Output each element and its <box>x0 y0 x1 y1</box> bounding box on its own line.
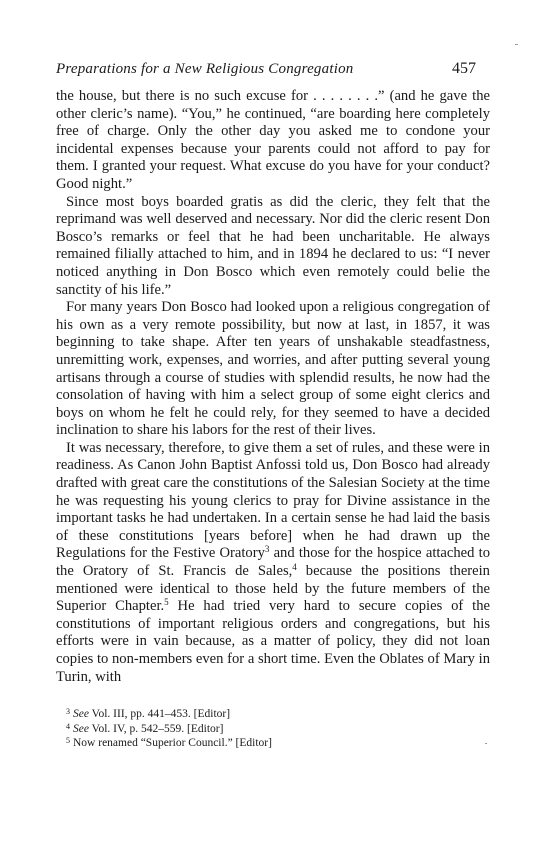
footnote-ref-4: 4 <box>292 562 297 573</box>
footnote-ref-3: 3 <box>264 544 270 555</box>
footnote-see: See <box>73 708 89 721</box>
paragraph-1: the house, but there is no such excuse for . . . . . . . .” (and he gave the other cleric’s name). “You,” he continued, “are boarding here completely free of charge. Only the other day you asked me to condone your incidental expenses because your parents could not afford to pay for them. I granted your request. What excuse do you have for your conduct? Good night.” <box>56 88 490 192</box>
footnote-mark: 5 <box>66 736 70 746</box>
footnote-4 <box>66 721 490 736</box>
footnote-3 <box>66 706 490 721</box>
page-number: 457 <box>452 60 476 77</box>
book-page <box>56 60 490 750</box>
paragraph-4-part-3: because the positions therein mentioned were identical to those held by the future members of the Superior Chapter. <box>56 563 490 615</box>
running-head <box>56 60 490 86</box>
footnote-mark: 4 <box>66 721 70 731</box>
footnote-text: Vol. IV, p. 542–559. [Editor] <box>88 722 224 735</box>
footnote-mark: 3 <box>66 707 70 717</box>
paragraph-4 <box>56 440 490 686</box>
paragraph-3: For many years Don Bosco had looked upon a religious congregation of his own as a very remote possibility, but now at last, in 1857, it was beginning to take shape. After ten years of unshakable steadfastness, unremitting work, expenses, and worries, and after putting several young artisans through a course of studies with splendid results, he now had the consolation of having with him a select group of some eight clerics and boys on whom he felt he could rely, for they seemed to have a decided inclination to share his labors for the rest of their lives. <box>56 299 490 439</box>
footnote-ref-5: 5 <box>164 597 169 608</box>
scan-corner-mark <box>515 44 518 45</box>
paragraph-4-part-1: It was necessary, therefore, to give them a set of rules, and these were in readiness. As Canon John Baptist Anfossi told us, Don Bosco had already drafted with great care the constitutions of the Salesian Society at the time he was requesting his young clerics to pray for Divine assistance in the important tasks he had undertaken. In a certain sense he had laid the basis of these constitutions [years before] when he had drawn up the Regulations for the Festive Oratory <box>56 439 490 562</box>
paragraph-2: Since most boys boarded gratis as did the cleric, they felt that the reprimand was well deserved and necessary. Nor did the cleric resent Don Bosco’s remarks or feel that he had been uncharitable. He always remained filially attached to him, and in 1894 he declared to us: “I never noticed anything in Don Bosco which even remotely could belie the sanctity of his life.” <box>56 193 490 298</box>
body-text <box>56 88 490 686</box>
paragraph-4-part-2: and those for the hospice attached to the Oratory of St. Francis de Sales, <box>56 545 491 580</box>
footnote-text: Vol. III, pp. 441–453. [Editor] <box>88 708 231 721</box>
footnote-text: Now renamed “Superior Council.” [Editor] <box>73 737 272 750</box>
paragraph-4-part-4: He had tried very hard to secure copies of the constitutions of important religious orders and congregations, but his efforts were in vain because, as a matter of policy, they did not loan copies to non-members even for a short time. Even the Oblates of Mary in Turin, with <box>56 598 490 685</box>
footnote-see: See <box>73 722 89 735</box>
footnotes <box>56 706 490 750</box>
scan-stray-mark <box>485 743 487 744</box>
running-title: Preparations for a New Religious Congregation <box>56 61 354 77</box>
footnote-5 <box>66 735 490 750</box>
